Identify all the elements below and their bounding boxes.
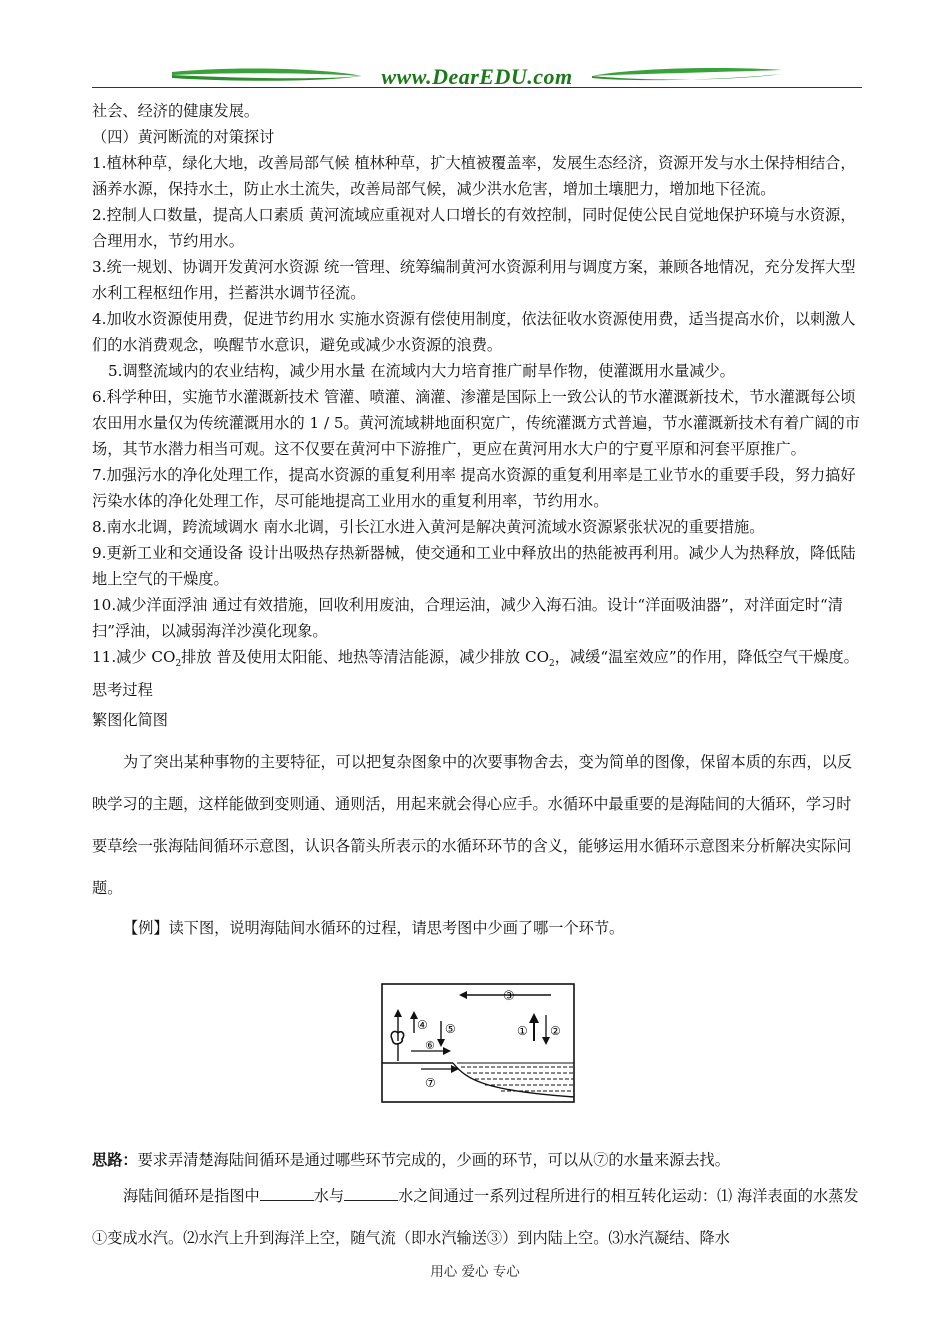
water-cycle-diagram [381, 983, 575, 1103]
item11-text-b: 排放 普及使用太阳能、地热等清洁能源，减少排放 CO [181, 648, 550, 666]
list-item: 1.植林种草，绿化大地，改善局部气候 植林种草，扩大植被覆盖率，发展生态经济，资源开发与水土保持相结合，涵养水源，保持水土，防止水土流失，改善局部气候，减少洪水危害，增加土壤肥力，增加地下径流。 [92, 154, 856, 198]
list-item: 7.加强污水的净化处理工作，提高水资源的重复利用率 提高水资源的重复利用率是工业节水的重要手段，努力搞好污染水体的净化处理工作，尽可能地提高工业用水的重复利用率，节约用水。 [92, 466, 856, 510]
subscript-2: 2 [175, 659, 182, 670]
example-prompt: 【例】读下图，说明海陆间水循环的过程，请思考图中少画了哪一个环节。 [123, 919, 625, 938]
thinking-hint [92, 1148, 860, 1172]
section-heading: （四）黄河断流的对策探讨 [92, 128, 275, 146]
thinking-label: 思路： [92, 1151, 138, 1169]
diagram-label: ⑥ [425, 1039, 435, 1052]
list-item: 5.调整流域内的农业结构，减少用水量 在流域内大力培育推广耐旱作物，使灌溉用水量减少。 [108, 362, 735, 380]
item11-text-c: ，减缓“温室效应”的作用，降低空气干燥度。 [554, 648, 859, 666]
diagram-label: ② [550, 1024, 561, 1038]
fill-in-paragraph [92, 1175, 860, 1259]
page-footer: 用心 爱心 专心 [430, 1264, 520, 1280]
diagram-label: ① [517, 1024, 528, 1038]
site-logo[interactable]: www.DearEDU.com [381, 64, 573, 89]
diagram-label: ③ [503, 989, 515, 1004]
thinking-text: 要求弄清楚海陆间循环是通过哪些环节完成的，少画的环节，可以从⑦的水量来源去找。 [137, 1151, 730, 1169]
list-item: 10.减少洋面浮油 通过有效措施，回收利用废油，合理运油，减少入海石油。设计“洋面吸油器”，对洋面定时“清扫”浮油，以减弱海洋沙漠化现象。 [92, 596, 843, 640]
list-item: 6.科学种田，实施节水灌溉新技术 管灌、喷灌、滴灌、渗灌是国际上一致公认的节水灌溉新技术，节水灌溉每公顷农田用水量仅为传统灌溉用水的 1 / 5。黄河流域耕地面积宽广，传统灌溉方式普遍，节水灌溉新技术有着广阔的市场，其节水潜力相当可观。这不仅要在黄河中下游推广，更应在黄河用水大户的宁夏平原和河套平原推广。 [92, 388, 860, 458]
body-paragraph [92, 741, 860, 909]
fill-text: 水与 [313, 1187, 345, 1205]
diagram-label: ⑤ [445, 1022, 456, 1036]
list-item: 4.加收水资源使用费，促进节约用水 实施水资源有偿使用制度，依法征收水资源使用费，适当提高水价，以刺激人们的水消费观念，唤醒节水意识，避免或减少水资源的浪费。 [92, 310, 856, 354]
document-body [92, 98, 860, 941]
diagram-label: ④ [417, 1018, 428, 1032]
item11-text-a: 11.减少 CO [92, 648, 176, 666]
fill-text: 水之间通过一系列过程所进行的相互转化运动：⑴ 海洋表面的水蒸发①变成水汽。⑵水汽上升到海洋上空，随气流（即水汽输送③）到内陆上空。⑶水汽凝结、降水 [92, 1187, 859, 1247]
list-item: 9.更新工业和交通设备 设计出吸热存热新器械，使交通和工业中释放出的热能被再利用。减少人为热释放，降低陆地上空气的干燥度。 [92, 544, 856, 588]
list-item [92, 644, 860, 677]
list-item: 2.控制人口数量，提高人口素质 黄河流域应重视对人口增长的有效控制，同时促使公民自觉地保护环境与水资源，合理用水，节约用水。 [92, 206, 856, 250]
subscript-2: 2 [549, 659, 555, 670]
blank-field[interactable] [260, 1186, 314, 1201]
diagram-label: ⑦ [425, 1076, 436, 1090]
subheading: 思考过程 [92, 681, 153, 700]
list-item: 8.南水北调，跨流域调水 南水北调，引长江水进入黄河是解决黄河流域水资源紧张状况的重要措施。 [92, 518, 765, 536]
text-line: 社会、经济的健康发展。 [92, 102, 260, 120]
list-item: 3.统一规划、协调开发黄河水资源 统一管理、统筹编制黄河水资源利用与调度方案，兼顾各地情况，充分发挥大型水利工程枢纽作用，拦蓄洪水调节径流。 [92, 258, 856, 302]
subheading: 繁图化简图 [92, 711, 168, 730]
paragraph-text: 为了突出某种事物的主要特征，可以把复杂图象中的次要事物舍去，变为简单的图像，保留本质的东西，以反映学习的主题，这样能做到变则通、通则活，用起来就会得心应手。水循环中最重要的是海陆间的大循环，学习时要草绘一张海陆间循环示意图，认识各箭头所表示的水循环环节的含义，能够运用水循环示意图来分析解决实际问题。 [92, 753, 852, 898]
header-divider [92, 87, 862, 88]
fill-text: 海陆间循环是指图中 [123, 1187, 260, 1205]
blank-field[interactable] [344, 1186, 398, 1201]
